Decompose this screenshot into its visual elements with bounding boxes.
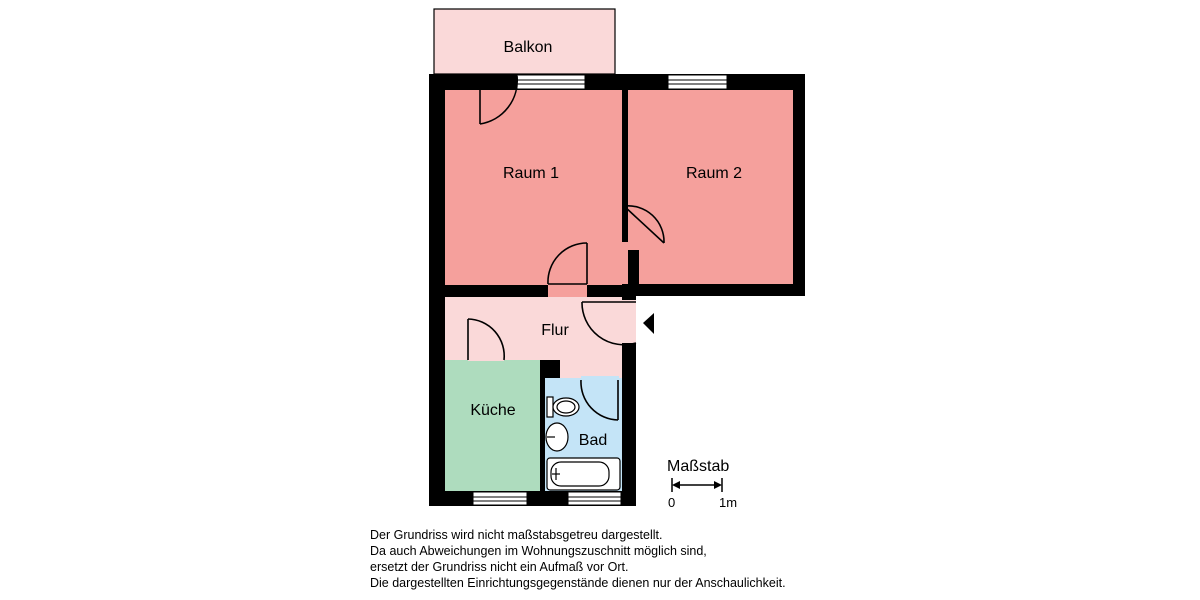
entrance-arrow-icon <box>643 313 654 334</box>
scale-end: 1m <box>719 495 738 510</box>
label-raum2: Raum 2 <box>685 165 743 182</box>
toilet-icon <box>547 397 579 417</box>
raum1-area <box>445 90 622 285</box>
disclaimer-line: ersetzt der Grundriss nicht ein Aufmaß vor Ort. <box>370 560 629 574</box>
kueche-area <box>445 360 540 491</box>
raum2-area <box>628 90 793 284</box>
scale-start: 0 <box>668 495 676 510</box>
window-kueche <box>473 492 527 505</box>
label-flur: Flur <box>541 322 569 339</box>
disclaimer-line: Der Grundriss wird nicht maßstabsgetreu dargestellt. <box>370 528 663 542</box>
disclaimer-line: Die dargestellten Einrichtungsgegenstände dienen nur der Anschaulichkeit. <box>370 576 786 590</box>
bathtub-icon <box>547 458 620 490</box>
label-kueche: Küche <box>470 402 516 419</box>
disclaimer <box>370 527 786 591</box>
label-bad: Bad <box>578 432 608 449</box>
disclaimer-line: Da auch Abweichungen im Wohnungszuschnitt möglich sind, <box>370 544 707 558</box>
scale-title: Maßstab <box>667 458 730 475</box>
entrance-gap <box>622 300 636 343</box>
bad-door-gap <box>581 376 619 380</box>
sink-icon <box>546 423 568 451</box>
raum1-door-gap <box>548 284 587 297</box>
window-top-left <box>517 75 585 89</box>
kueche-door-gap <box>468 355 504 361</box>
scale-bar <box>667 458 737 510</box>
window-bad <box>568 492 621 505</box>
label-raum1: Raum 1 <box>502 165 560 182</box>
label-balkon: Balkon <box>503 39 553 56</box>
raum1-passage <box>622 242 628 284</box>
window-top-right <box>668 75 727 89</box>
wall-stub <box>628 250 639 284</box>
